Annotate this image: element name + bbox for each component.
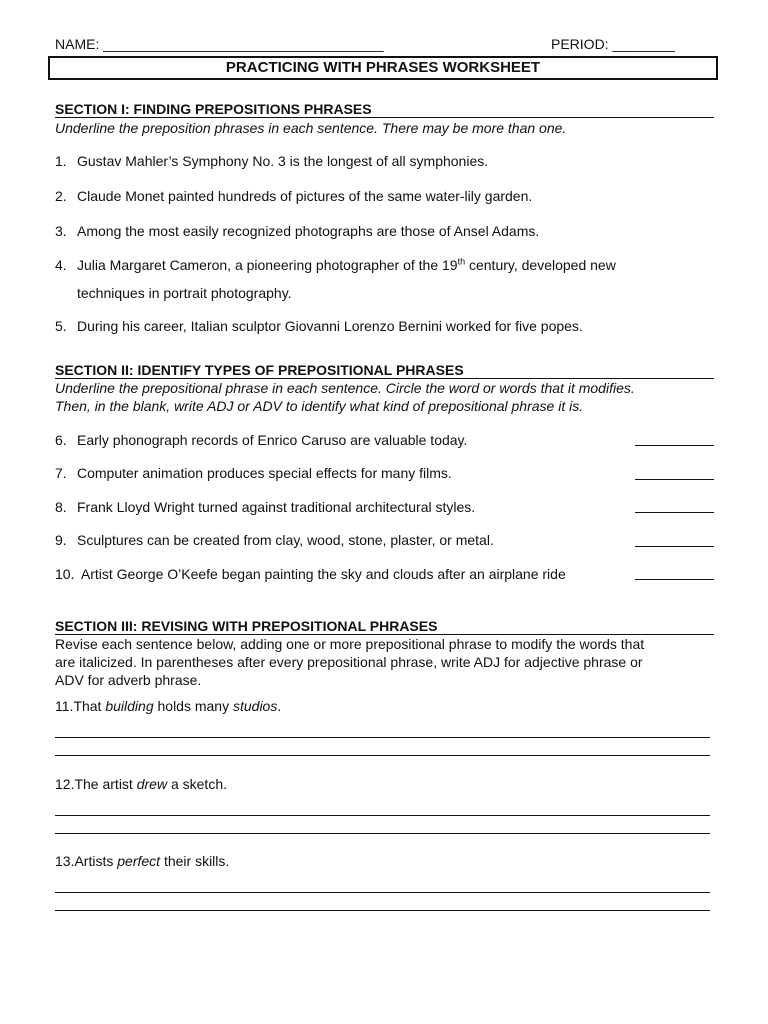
writing-line[interactable] (55, 815, 710, 816)
list-item (55, 187, 532, 205)
writing-line[interactable] (55, 755, 710, 756)
italic-word: perfect (117, 853, 161, 869)
item-text: Artists (74, 853, 118, 869)
item-text: Computer animation produces special effects for many films. (77, 465, 452, 481)
item-number: 9. (55, 532, 67, 548)
section-3-rule (55, 634, 714, 635)
item-number: 10. (55, 566, 75, 582)
list-item (55, 317, 583, 335)
list-item (55, 498, 475, 516)
item-text: their skills. (160, 853, 230, 869)
section-2-heading: SECTION II: IDENTIFY TYPES OF PREPOSITIONAL PHRASES (55, 362, 464, 378)
header-row (55, 36, 687, 54)
italic-word: drew (136, 776, 168, 792)
section-3-instructions-line3: ADV for adverb phrase. (55, 672, 202, 688)
section-1-rule (55, 117, 714, 118)
answer-blank[interactable] (635, 479, 714, 480)
list-item (55, 222, 539, 240)
list-item (55, 775, 227, 793)
section-3-heading: SECTION III: REVISING WITH PREPOSITIONAL PHRASES (55, 618, 438, 634)
section-2-instructions-line1: Underline the prepositional phrase in each sentence. Circle the word or words that it modifies. (55, 380, 635, 396)
item-number: 2. (55, 188, 67, 204)
list-item (55, 256, 616, 274)
section-1-heading: SECTION I: FINDING PREPOSITIONS PHRASES (55, 101, 372, 117)
item-number: 13. (55, 853, 75, 869)
item-number: 3. (55, 223, 67, 239)
writing-line[interactable] (55, 892, 710, 893)
item-text: That (73, 698, 106, 714)
item-number: 8. (55, 499, 67, 515)
item-text: Artist George O’Keefe began painting the sky and clouds after an airplane ride (80, 566, 566, 582)
item-text: a sketch. (167, 776, 227, 792)
item-text: Early phonograph records of Enrico Caruso are valuable today. (77, 432, 468, 448)
superscript: th (457, 256, 466, 267)
worksheet-title: PRACTICING WITH PHRASES WORKSHEET (48, 56, 718, 80)
item-text: holds many (153, 698, 233, 714)
item-number: 1. (55, 153, 67, 169)
italic-word: building (105, 698, 154, 714)
item-text: Frank Lloyd Wright turned against traditional architectural styles. (77, 499, 476, 515)
section-2-rule (55, 378, 714, 379)
item-text: During his career, Italian sculptor Giovanni Lorenzo Bernini worked for five popes. (77, 318, 583, 334)
section-2-instructions-line2: Then, in the blank, write ADJ or ADV to identify what kind of prepositional phrase it is. (55, 398, 584, 414)
item-text: Julia Margaret Cameron, a pioneering photographer of the 19 (77, 257, 458, 273)
section-3-instructions-line1: Revise each sentence below, adding one or more prepositional phrase to modify the words that (55, 636, 645, 652)
item-number: 5. (55, 318, 67, 334)
list-item (55, 152, 488, 170)
list-item (55, 565, 566, 583)
section-3-instructions-line2: are italicized. In parentheses after every prepositional phrase, write ADJ for adjective phrase or (55, 654, 643, 670)
writing-line[interactable] (55, 737, 710, 738)
item-number: 7. (55, 465, 67, 481)
item-text: Claude Monet painted hundreds of pictures of the same water-lily garden. (77, 188, 533, 204)
item-number: 4. (55, 257, 67, 273)
answer-blank[interactable] (635, 512, 714, 513)
list-item (55, 531, 494, 549)
answer-blank[interactable] (635, 546, 714, 547)
item-number: 11. (55, 698, 74, 714)
italic-word: studios (232, 698, 278, 714)
item-text-continued: century, developed new (465, 257, 616, 273)
item-text: Sculptures can be created from clay, wood, stone, plaster, or metal. (77, 532, 494, 548)
list-item (55, 852, 229, 870)
answer-blank[interactable] (635, 579, 714, 580)
name-field-label[interactable]: NAME: ____________________________________ (55, 36, 384, 52)
period-field-label[interactable]: PERIOD: ________ (551, 36, 675, 52)
answer-blank[interactable] (635, 445, 714, 446)
item-text: Gustav Mahler’s Symphony No. 3 is the longest of all symphonies. (77, 153, 489, 169)
item-number: 6. (55, 432, 67, 448)
list-item (55, 464, 452, 482)
writing-line[interactable] (55, 833, 710, 834)
list-item (55, 431, 467, 449)
item-text: The artist (74, 776, 137, 792)
item-number: 12. (55, 776, 75, 792)
item-text: Among the most easily recognized photographs are those of Ansel Adams. (77, 223, 540, 239)
item-text: . (277, 698, 282, 714)
item-continuation: techniques in portrait photography. (77, 285, 292, 301)
writing-line[interactable] (55, 910, 710, 911)
list-item (55, 697, 281, 715)
section-1-instructions: Underline the preposition phrases in each sentence. There may be more than one. (55, 120, 567, 136)
